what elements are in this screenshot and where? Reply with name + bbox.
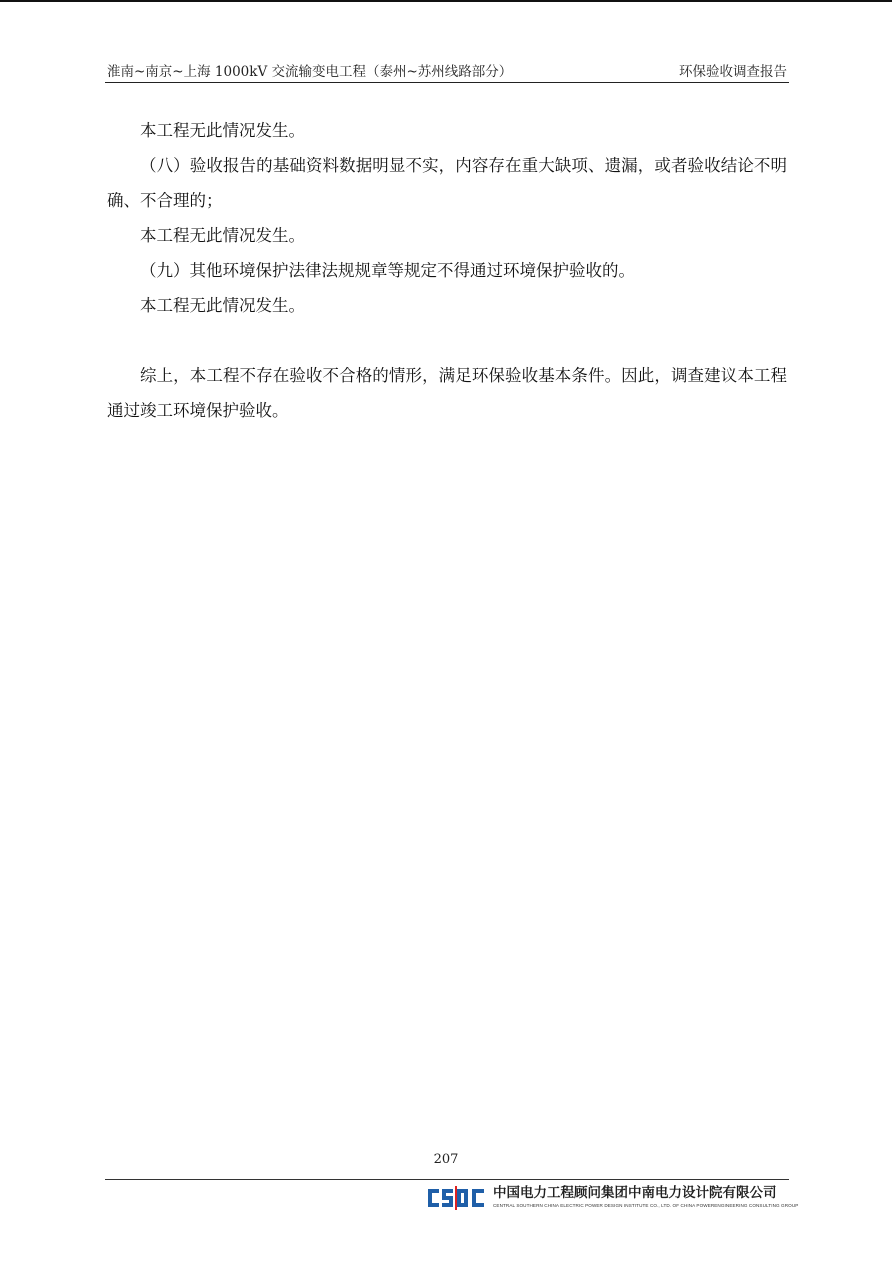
header-divider (105, 82, 789, 83)
company-name-en: CENTRAL SOUTHERN CHINA ELECTRIC POWER DESIGN INSTITUTE CO., LTD. OF CHINA POWERENGINEERING CONSULTING GROUP (493, 1203, 799, 1208)
page-number: 207 (433, 1152, 459, 1167)
header-project-title: 淮南~南京~上海 1000kV 交流输变电工程（泰州~苏州线路部分） (107, 64, 513, 80)
document-body (107, 113, 787, 428)
company-name-cn: 中国电力工程顾问集团中南电力设计院有限公司 (493, 1185, 777, 1201)
conclusion-paragraph: 综上，本工程不存在验收不合格的情形，满足环保验收基本条件。因此，调查建议本工程通过竣工环境保护验收。 (107, 366, 787, 420)
paragraph: 本工程无此情况发生。 (140, 121, 305, 140)
paragraph: 本工程无此情况发生。 (140, 226, 305, 245)
header-report-title: 环保验收调查报告 (679, 64, 787, 80)
company-logo-icon (428, 1186, 488, 1210)
paragraph: 本工程无此情况发生。 (140, 296, 305, 315)
top-border (0, 0, 892, 2)
footer-divider (105, 1179, 789, 1180)
paragraph: （八）验收报告的基础资料数据明显不实，内容存在重大缺项、遗漏，或者验收结论不明确、不合理的； (107, 156, 787, 210)
paragraph-spacer (107, 323, 787, 358)
paragraph: （九）其他环境保护法律法规规章等规定不得通过环境保护验收的。 (140, 261, 635, 280)
